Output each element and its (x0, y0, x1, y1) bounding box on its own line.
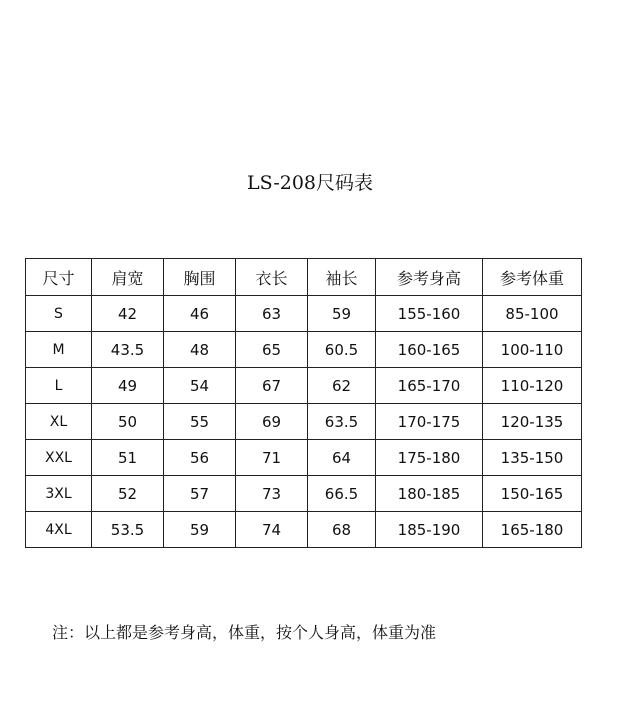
chest-cell: 48 (164, 332, 236, 368)
header-sleeve-length: 袖长 (308, 259, 376, 296)
shoulder-cell: 51 (92, 440, 164, 476)
height-cell: 155-160 (376, 296, 483, 332)
sleeve-cell: 64 (308, 440, 376, 476)
size-cell: XL (26, 404, 92, 440)
shoulder-cell: 53.5 (92, 512, 164, 548)
shoulder-cell: 50 (92, 404, 164, 440)
table-row (26, 476, 582, 512)
shoulder-cell: 42 (92, 296, 164, 332)
table-row (26, 512, 582, 548)
weight-cell: 150-165 (483, 476, 582, 512)
table-row (26, 404, 582, 440)
sleeve-cell: 68 (308, 512, 376, 548)
weight-cell: 110-120 (483, 368, 582, 404)
length-cell: 63 (236, 296, 308, 332)
table-row (26, 296, 582, 332)
length-cell: 71 (236, 440, 308, 476)
header-ref-weight: 参考体重 (483, 259, 582, 296)
weight-cell: 85-100 (483, 296, 582, 332)
weight-cell: 120-135 (483, 404, 582, 440)
table-row (26, 332, 582, 368)
chest-cell: 59 (164, 512, 236, 548)
shoulder-cell: 52 (92, 476, 164, 512)
length-cell: 73 (236, 476, 308, 512)
size-chart-table (25, 258, 582, 548)
header-length: 衣长 (236, 259, 308, 296)
chart-title: LS-208尺码表 (246, 172, 373, 194)
length-cell: 67 (236, 368, 308, 404)
weight-cell: 100-110 (483, 332, 582, 368)
sleeve-cell: 66.5 (308, 476, 376, 512)
table-header-row (26, 259, 582, 296)
sleeve-cell: 59 (308, 296, 376, 332)
chest-cell: 57 (164, 476, 236, 512)
height-cell: 170-175 (376, 404, 483, 440)
sleeve-cell: 63.5 (308, 404, 376, 440)
shoulder-cell: 49 (92, 368, 164, 404)
header-chest: 胸围 (164, 259, 236, 296)
chest-cell: 55 (164, 404, 236, 440)
height-cell: 175-180 (376, 440, 483, 476)
table-row (26, 440, 582, 476)
height-cell: 165-170 (376, 368, 483, 404)
header-shoulder-width: 肩宽 (92, 259, 164, 296)
size-cell: XXL (26, 440, 92, 476)
chest-cell: 46 (164, 296, 236, 332)
chest-cell: 56 (164, 440, 236, 476)
size-cell: 3XL (26, 476, 92, 512)
sleeve-cell: 62 (308, 368, 376, 404)
length-cell: 65 (236, 332, 308, 368)
weight-cell: 165-180 (483, 512, 582, 548)
header-ref-height: 参考身高 (376, 259, 483, 296)
weight-cell: 135-150 (483, 440, 582, 476)
size-cell: S (26, 296, 92, 332)
height-cell: 180-185 (376, 476, 483, 512)
chest-cell: 54 (164, 368, 236, 404)
length-cell: 69 (236, 404, 308, 440)
height-cell: 185-190 (376, 512, 483, 548)
table-row (26, 368, 582, 404)
sleeve-cell: 60.5 (308, 332, 376, 368)
height-cell: 160-165 (376, 332, 483, 368)
size-cell: 4XL (26, 512, 92, 548)
size-cell: L (26, 368, 92, 404)
size-cell: M (26, 332, 92, 368)
footnote: 注：以上都是参考身高，体重，按个人身高，体重为准 (52, 623, 437, 642)
length-cell: 74 (236, 512, 308, 548)
shoulder-cell: 43.5 (92, 332, 164, 368)
header-size: 尺寸 (26, 259, 92, 296)
